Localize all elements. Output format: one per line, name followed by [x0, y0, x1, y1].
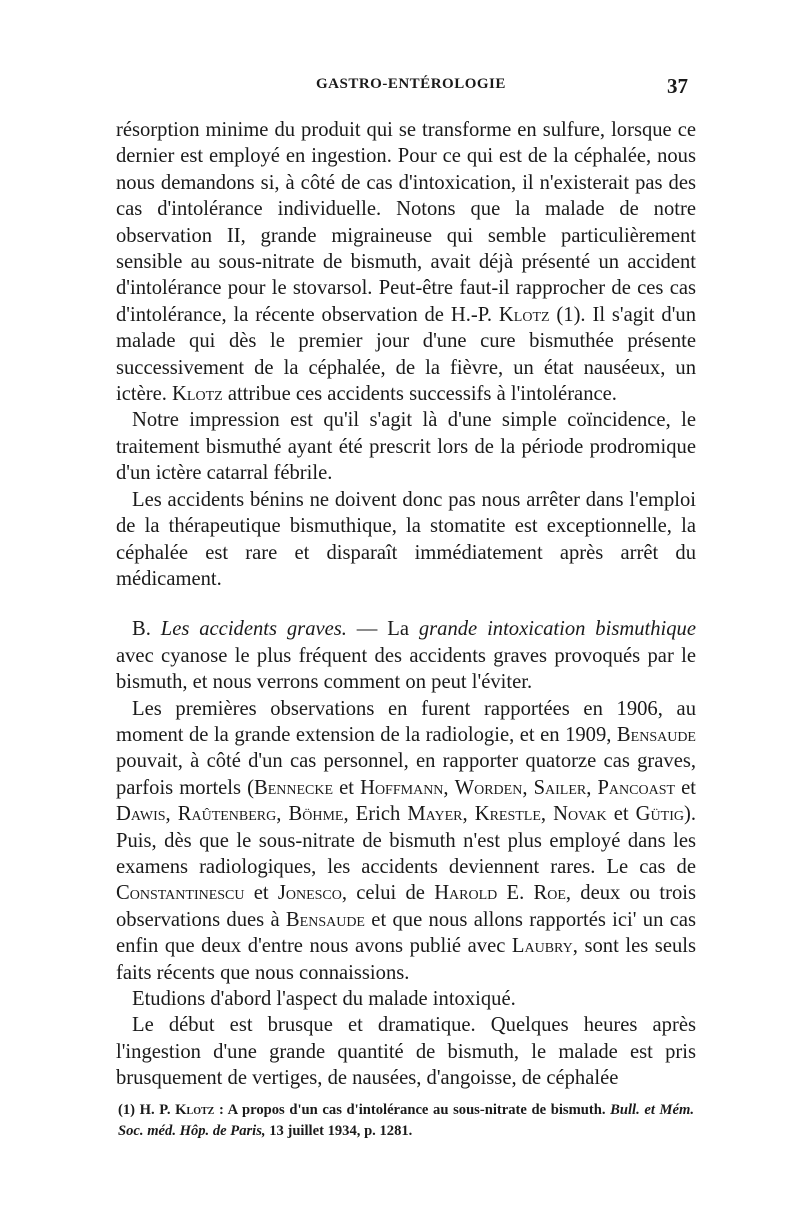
- author-name: Jonesco: [277, 882, 342, 905]
- running-head: GASTRO-ENTÉROLOGIE: [316, 76, 506, 92]
- author-name: Harold: [434, 882, 498, 905]
- paragraph-3: Les accidents bénins ne doivent donc pas nous arrêter dans l'emploi de la thérapeutique bismuthique, la stomatite est exceptionnelle, la céphalée est rare et disparaît immédiatement après arrêt du médicament.: [116, 488, 696, 590]
- author-name: Mayer: [407, 803, 463, 826]
- author-name: Sailer: [533, 776, 587, 799]
- author-name: Bennecke: [253, 776, 334, 799]
- body-text: [116, 117, 696, 1092]
- page-header: [116, 74, 692, 100]
- author-name: Hoffmann: [360, 776, 444, 799]
- paragraph-7: Le début est brusque et dramatique. Quelques heures après l'ingestion d'une grande quantité de bismuth, le malade est pris brusquement de vertiges, de nausées, d'angoisse, de céphalée: [116, 1014, 696, 1090]
- footnote-1: (1) H. P. Klotz : A propos d'un cas d'intolérance au sous-nitrate de bismuth. Bull. et Mém. Soc. méd. Hôp. de Paris, 13 juillet 1934, p. 1281.: [118, 1102, 695, 1139]
- author-name: Böhme: [288, 803, 344, 826]
- author-name: Bensaude: [285, 908, 365, 931]
- author-name: Roe: [533, 882, 566, 905]
- author-name: Laubry: [511, 935, 573, 958]
- paragraph-1: résorption minime du produit qui se transforme en sulfure, lorsque ce dernier est employé en ingestion. Pour ce qui est de la céphalée, nous nous demandons si, à côté de cas d'intoxication, il n'existerait pas des cas d'intolérance individuelle. Notons que la malade de notre observation II, grande migraineuse qui semble particulièrement sensible au sous-nitrate de bismuth, avait déjà présenté un accident d'intolérance pour le stovarsol. Peut-être faut-il rapprocher de ces cas d'intolérance, la récente observation de H.-P. Klotz (1). Il s'agit d'un malade qui dès le premier jour d'une cure bismuthée présente successivement de la céphalée, de la fièvre, un état nauséeux, un ictère. Klotz attribue ces accidents successifs à l'intolérance.: [116, 119, 696, 406]
- footnote-journal: Bull. et Mém. Soc. méd. Hôp. de Paris,: [118, 1102, 695, 1139]
- author-name: Worden: [454, 776, 523, 799]
- author-name: Pancoast: [597, 776, 676, 799]
- paragraph-2: Notre impression est qu'il s'agit là d'une simple coïncidence, le traitement bismuthé ayant été prescrit lors de la période prodromique d'un ictère catarral fébrile.: [116, 409, 696, 485]
- paragraph-6: Etudions d'abord l'aspect du malade intoxiqué.: [132, 988, 516, 1010]
- author-name: Bensaude: [616, 723, 696, 746]
- author-name: Krestle: [474, 803, 541, 826]
- author-name: Klotz: [498, 303, 550, 326]
- section-heading: Les accidents graves.: [160, 618, 347, 641]
- section-label: B.: [132, 618, 161, 641]
- author-name: Novak: [553, 803, 607, 826]
- paragraph-5: Les premières observations en furent rapportées en 1906, au moment de la grande extension de la radiologie, et en 1909, Bensaude pouvait, à côté d'un cas personnel, en rapporter quatorze cas graves, parfois mortels (Bennecke et Hoffmann, Worden, Sailer, Pancoast et Dawis, Raûtenberg, Böhme, Erich Mayer, Krestle, Novak et Gütig). Puis, dès que le sous-nitrate de bismuth n'est plus employé dans les examens radiologiques, les accidents deviennent rares. Le cas de Constantinescu et Jonesco, celui de Harold E. Roe, deux ou trois observations dues à Bensaude et que nous allons rapportés ici' un cas enfin que deux d'entre nous avons publié avec Laubry, sont les seuls faits récents que nous connaissions.: [116, 697, 696, 984]
- page-number: 37: [667, 74, 688, 98]
- author-name: Klotz: [172, 383, 223, 406]
- author-name: Gütig: [635, 803, 684, 826]
- footnote-author: Klotz: [175, 1102, 215, 1118]
- author-name: Constantinescu: [116, 882, 245, 905]
- footnotes: [118, 1100, 694, 1142]
- section-b-paragraph: B. Les accidents graves. — La grande intoxication bismuthique avec cyanose le plus fréquent des accidents graves provoqués par le bismuth, et nous verrons comment on peut l'éviter.: [116, 618, 696, 694]
- author-name: Raûtenberg: [177, 803, 277, 826]
- section-term: grande intoxication bismuthique: [418, 618, 696, 641]
- author-name: Dawis: [116, 803, 166, 826]
